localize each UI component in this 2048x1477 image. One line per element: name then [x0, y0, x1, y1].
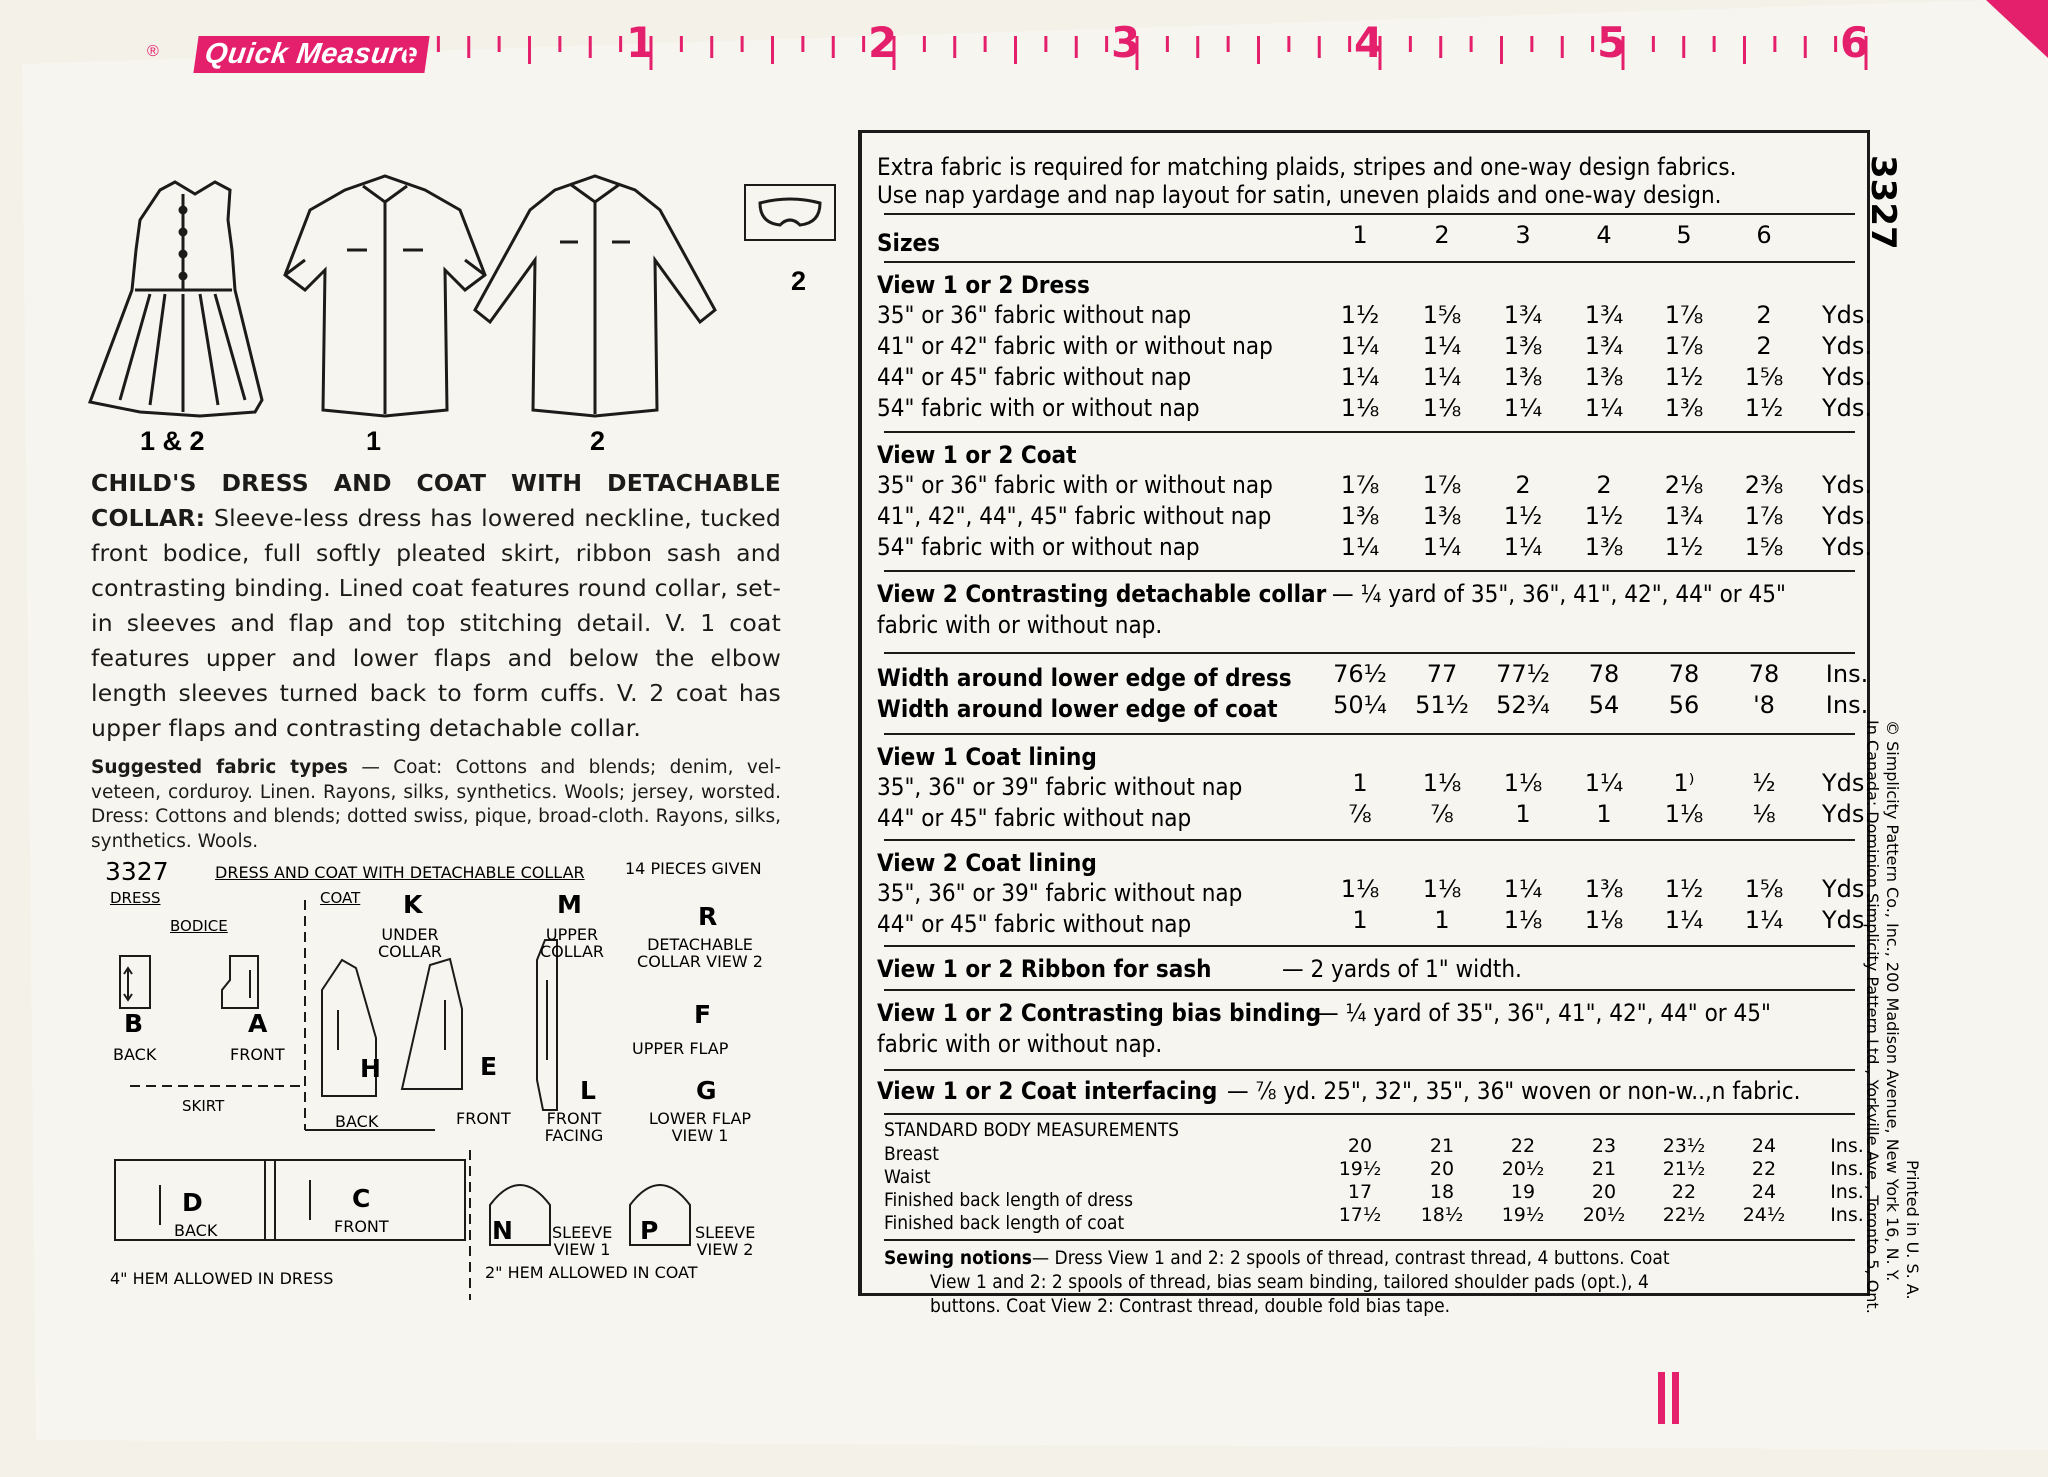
table-divider: [884, 431, 1855, 433]
notions-line-2: View 1 and 2: 2 spools of thread, bias seam binding, tailored shoulder pads (opt.), 4: [930, 1271, 1649, 1293]
lining2-row-1-size-5: 1¼: [1664, 906, 1704, 934]
ribbon-text: — 2 yards of 1" width.: [1282, 955, 1522, 983]
section-0-row-3-unit: Yds.: [1821, 394, 1873, 422]
hem-dress-note: 4" HEM ALLOWED IN DRESS: [110, 1269, 334, 1288]
piece-G-name: LOWER FLAP VIEW 1: [648, 1109, 752, 1145]
table-divider: [884, 1113, 1855, 1115]
width-dress-size-5: 78: [1668, 660, 1700, 688]
lining2-row-0-size-6: 1⅝: [1744, 875, 1784, 903]
piece-B-name: BACK: [113, 1045, 157, 1064]
sizes-header-size-5: 5: [1676, 221, 1692, 249]
section-1-row-1-size-6: 1⅞: [1744, 502, 1784, 530]
body-row-3-unit: Ins.: [1830, 1204, 1864, 1226]
pattern-pieces: [100, 857, 780, 1300]
table-divider: [884, 261, 1855, 263]
section-0-row-2-size-3: 1⅜: [1503, 363, 1543, 391]
notions-title: Sewing notions: [884, 1247, 1032, 1269]
piece-F-letter: F: [694, 1000, 712, 1029]
section-0-row-2-size-4: 1⅜: [1584, 363, 1624, 391]
section-0-row-2-label: 44" or 45" fabric without nap: [877, 363, 1192, 391]
width-dress-size-4: 78: [1588, 660, 1620, 688]
body-row-2-label: Finished back length of dress: [884, 1189, 1133, 1211]
body-row-2-size-6: 24: [1751, 1181, 1777, 1203]
description-body: Sleeve-less dress has lowered neckline, tucked front bodice, full softly pleated skirt, ribbon sash and contrasting binding. Lined coat features round collar, set-in sleeves and flap and top stitching detail. V. 1 coat features upper and lower flaps and below the elbow length sleeves turned back to form cuffs. V. 2 coat has upper flaps and contrasting detachable collar.: [91, 504, 781, 742]
section-0-row-3-size-6: 1½: [1744, 394, 1784, 422]
body-measurements-title: STANDARD BODY MEASUREMENTS: [884, 1119, 1180, 1141]
ruler-number-1: 1: [626, 18, 656, 67]
section-0-row-1-size-4: 1¾: [1584, 332, 1624, 360]
view-label-1-2: 1 & 2: [140, 426, 205, 456]
table-divider: [884, 945, 1855, 947]
section-1-row-2-size-3: 1¼: [1503, 533, 1543, 561]
body-row-2-size-3: 19: [1510, 1181, 1536, 1203]
width-dress-size-6: 78: [1748, 660, 1780, 688]
section-1-row-1-size-3: 1½: [1503, 502, 1543, 530]
width-coat-size-2: 51½: [1415, 691, 1469, 719]
body-row-3-size-3: 19½: [1501, 1204, 1545, 1226]
body-row-2-size-1: 17: [1347, 1181, 1373, 1203]
lining2-row-1-unit: Yds.: [1821, 906, 1873, 934]
section-1-row-0-unit: Yds.: [1821, 471, 1873, 499]
width-coat-size-3: 52¾: [1496, 691, 1550, 719]
piece-M-name: UPPER COLLAR: [539, 925, 605, 961]
lining1-row-1-size-4: 1: [1596, 800, 1612, 828]
section-1-row-2-label: 54" fabric with or without nap: [877, 533, 1200, 561]
width-dress-unit: Ins.: [1825, 660, 1869, 688]
piece-P-letter: P: [640, 1216, 659, 1245]
width-dress-size-2: 77: [1426, 660, 1458, 688]
section-0-row-0-size-4: 1¾: [1584, 301, 1624, 329]
width-coat-size-5: 56: [1668, 691, 1700, 719]
piece-C-name: FRONT: [334, 1217, 389, 1236]
section-0-row-1-label: 41" or 42" fabric with or without nap: [877, 332, 1273, 360]
piece-L-name: FRONT FACING: [544, 1109, 604, 1145]
section-0-row-0-size-5: 1⅞: [1664, 301, 1704, 329]
collar-text: — ¼ yard of 35", 36", 41", 42", 44" or 45": [1332, 580, 1786, 608]
table-divider: [884, 839, 1855, 841]
table-divider: [884, 1239, 1855, 1241]
notions-line-3: buttons. Coat View 2: Contrast thread, double fold bias tape.: [930, 1295, 1451, 1317]
lining1-row-0-size-5: 1⁾: [1673, 769, 1695, 797]
section-0-row-3-size-4: 1¼: [1584, 394, 1624, 422]
body-row-3-size-1: 17½: [1338, 1204, 1382, 1226]
table-divider: [884, 1069, 1855, 1071]
lining2-row-1-label: 44" or 45" fabric without nap: [877, 910, 1192, 938]
interfacing-title: View 1 or 2 Coat interfacing: [877, 1077, 1218, 1105]
body-row-1-size-1: 19½: [1338, 1158, 1382, 1180]
hem-coat-note: 2" HEM ALLOWED IN COAT: [485, 1263, 698, 1282]
piece-K-letter: K: [403, 890, 423, 919]
description-title: CHILD'S DRESS AND COAT WITH DETACHABLE COLLAR:: [91, 469, 781, 532]
sizes-label: Sizes: [877, 229, 941, 257]
lining2-row-0-size-5: 1½: [1664, 875, 1704, 903]
body-row-3-size-6: 24½: [1742, 1204, 1786, 1226]
section-0-row-1-size-5: 1⅞: [1664, 332, 1704, 360]
copyright-text: © Simplicity Pattern Co., Inc., 200 Madison Avenue, New York 16, N. Y.: [1883, 720, 1902, 1282]
dress-sketch: [90, 182, 262, 416]
section-0-row-1-size-2: 1¼: [1422, 332, 1462, 360]
width-coat-unit: Ins.: [1825, 691, 1869, 719]
pieces-skirt-heading: SKIRT: [182, 1097, 225, 1115]
lining2-row-0-size-3: 1¼: [1503, 875, 1543, 903]
section-1-row-2-size-5: 1½: [1664, 533, 1704, 561]
section-0-row-3-size-2: 1⅛: [1422, 394, 1462, 422]
ruler-ticks: [0, 0, 2048, 95]
lining2-row-0-unit: Yds.: [1821, 875, 1873, 903]
binding-title: View 1 or 2 Contrasting bias binding: [877, 999, 1322, 1027]
intro-line-1: Extra fabric is required for matching plaids, stripes and one-way design fabrics.: [877, 153, 1737, 181]
notions-line-1: — Dress View 1 and 2: 2 spools of thread, contrast thread, 4 buttons. Coat: [1032, 1247, 1670, 1269]
body-row-1-unit: Ins.: [1830, 1158, 1864, 1180]
piece-G-letter: G: [696, 1076, 717, 1105]
pieces-given: 14 PIECES GIVEN: [625, 859, 762, 878]
width-coat-label: Width around lower edge of coat: [877, 695, 1278, 723]
section-0-row-1-size-1: 1¼: [1340, 332, 1380, 360]
lining1-row-0-size-2: 1⅛: [1422, 769, 1462, 797]
section-1-row-2-size-4: 1⅜: [1584, 533, 1624, 561]
section-0-row-0-size-1: 1½: [1340, 301, 1380, 329]
table-divider: [884, 570, 1855, 572]
body-row-1-size-6: 22: [1751, 1158, 1777, 1180]
section-0-row-0-unit: Yds.: [1821, 301, 1873, 329]
quick-measure-ruler: [0, 0, 2048, 95]
body-row-1-size-3: 20½: [1501, 1158, 1545, 1180]
body-row-0-size-3: 22: [1510, 1135, 1536, 1157]
width-coat-size-6: '8: [1753, 691, 1775, 719]
lining2-row-1-size-6: 1¼: [1744, 906, 1784, 934]
section-1-row-1-size-1: 1⅜: [1340, 502, 1380, 530]
piece-R-name: DETACHABLE COLLAR VIEW 2: [637, 935, 763, 971]
red-edge-marks: [1658, 1372, 1680, 1424]
ruler-number-2: 2: [868, 18, 898, 67]
pieces-coat-heading: COAT: [320, 889, 361, 907]
piece-F-name: UPPER FLAP: [632, 1039, 729, 1058]
ruler-corner-tab: [1986, 0, 2048, 58]
sizes-header-size-3: 3: [1515, 221, 1531, 249]
section-1-row-0-size-4: 2: [1596, 471, 1612, 499]
section-0-row-0-size-2: 1⅝: [1422, 301, 1462, 329]
lining1-row-1-unit: Yds.: [1821, 800, 1873, 828]
lining1-row-0-size-3: 1⅛: [1503, 769, 1543, 797]
piece-R-letter: R: [698, 902, 718, 931]
pattern-number-vertical: 3327: [1863, 155, 1903, 250]
body-row-3-label: Finished back length of coat: [884, 1212, 1125, 1234]
sizes-header-size-6: 6: [1756, 221, 1772, 249]
section-0-row-3-size-5: 1⅜: [1664, 394, 1704, 422]
view-label-2: 2: [590, 426, 606, 456]
lining1-row-1-size-3: 1: [1515, 800, 1531, 828]
ruler-number-4: 4: [1354, 18, 1384, 67]
piece-P-name: SLEEVE VIEW 2: [695, 1223, 756, 1259]
quick-measure-label: Quick Measure: [193, 36, 429, 73]
sizes-header-size-2: 2: [1434, 221, 1450, 249]
piece-H-name: BACK: [335, 1112, 379, 1131]
section-0-row-2-size-6: 1⅝: [1744, 363, 1784, 391]
section-0-row-2-size-2: 1¼: [1422, 363, 1462, 391]
width-dress-size-1: 76½: [1333, 660, 1387, 688]
section-0-row-0-size-3: 1¾: [1503, 301, 1543, 329]
body-row-3-size-5: 22½: [1662, 1204, 1706, 1226]
printed-text: Printed in U. S. A.: [1903, 1160, 1922, 1300]
piece-A-name: FRONT: [230, 1045, 285, 1064]
lining2-row-1-size-2: 1: [1434, 906, 1450, 934]
section-1-row-2-size-2: 1¼: [1422, 533, 1462, 561]
table-divider: [884, 989, 1855, 991]
lining1-row-0-size-1: 1: [1352, 769, 1368, 797]
lining1-row-0-size-6: ½: [1752, 769, 1776, 797]
piece-L-letter: L: [580, 1076, 596, 1105]
collar-title: View 2 Contrasting detachable collar: [877, 580, 1327, 608]
ruler-number-6: 6: [1840, 18, 1870, 67]
lining2-title: View 2 Coat lining: [877, 849, 1097, 877]
section-1-row-1-unit: Yds.: [1821, 502, 1873, 530]
lining2-row-0-label: 35", 36" or 39" fabric without nap: [877, 879, 1243, 907]
section-1-row-1-size-2: 1⅜: [1422, 502, 1462, 530]
section-1-row-2-unit: Yds.: [1821, 533, 1873, 561]
body-row-0-unit: Ins.: [1830, 1135, 1864, 1157]
section-1-row-1-size-5: 1¾: [1664, 502, 1704, 530]
registered-mark: ®: [147, 43, 159, 60]
body-row-1-label: Waist: [884, 1166, 931, 1188]
section-1-row-0-size-2: 1⅞: [1422, 471, 1462, 499]
pieces-bodice-heading: BODICE: [170, 917, 228, 935]
lining1-row-1-size-2: ⅞: [1430, 800, 1454, 828]
table-divider: [884, 213, 1855, 215]
lining1-row-1-size-5: 1⅛: [1664, 800, 1704, 828]
body-row-2-size-2: 18: [1429, 1181, 1455, 1203]
lining1-row-1-size-1: ⅞: [1348, 800, 1372, 828]
body-row-0-size-6: 24: [1751, 1135, 1777, 1157]
ribbon-title: View 1 or 2 Ribbon for sash: [877, 955, 1212, 983]
piece-D-letter: D: [182, 1188, 203, 1217]
section-title-0: View 1 or 2 Dress: [877, 271, 1090, 299]
body-row-0-size-5: 23½: [1662, 1135, 1706, 1157]
lining1-row-0-unit: Yds.: [1821, 769, 1873, 797]
piece-K-name: UNDER COLLAR: [377, 925, 443, 961]
lining2-row-0-size-1: 1⅛: [1340, 875, 1380, 903]
section-1-row-2-size-6: 1⅝: [1744, 533, 1784, 561]
piece-M-letter: M: [557, 890, 582, 919]
table-divider: [884, 733, 1855, 735]
section-0-row-1-size-3: 1⅜: [1503, 332, 1543, 360]
section-1-row-2-size-1: 1¼: [1340, 533, 1380, 561]
section-1-row-1-label: 41", 42", 44", 45" fabric without nap: [877, 502, 1272, 530]
piece-E-letter: E: [480, 1052, 498, 1081]
lining1-row-0-size-4: 1¼: [1584, 769, 1624, 797]
fabric-types: [91, 756, 781, 854]
section-0-row-0-label: 35" or 36" fabric without nap: [877, 301, 1192, 329]
section-0-row-2-size-5: 1½: [1664, 363, 1704, 391]
lining2-row-1-size-1: 1: [1352, 906, 1368, 934]
coat-view2-sketch: [475, 176, 715, 416]
section-title-1: View 1 or 2 Coat: [877, 441, 1077, 469]
pattern-description: [91, 466, 781, 746]
fabric-types-title: Suggested fabric types: [91, 757, 348, 778]
section-0-row-1-size-6: 2: [1756, 332, 1772, 360]
lining2-row-1-size-4: 1⅛: [1584, 906, 1624, 934]
lining2-row-0-size-4: 1⅜: [1584, 875, 1624, 903]
pieces-dress-heading: DRESS: [110, 889, 161, 907]
piece-E-name: FRONT: [456, 1109, 511, 1128]
interfacing-text: — ⅞ yd. 25", 32", 35", 36" woven or non-w..,n fabric.: [1227, 1077, 1801, 1105]
collar-view-label: 2: [791, 266, 807, 296]
body-row-1-size-5: 21½: [1662, 1158, 1706, 1180]
body-row-2-size-4: 20: [1591, 1181, 1617, 1203]
section-0-row-0-size-6: 2: [1756, 301, 1772, 329]
section-1-row-0-size-3: 2: [1515, 471, 1531, 499]
section-0-row-2-size-1: 1¼: [1340, 363, 1380, 391]
binding-text-2: fabric with or without nap.: [877, 1030, 1163, 1058]
piece-C-letter: C: [352, 1184, 371, 1213]
canada-text: In Canada: Dominion Simplicity Pattern Ltd., Yorkville Ave., Toronto 5, Ont.: [1863, 720, 1882, 1314]
body-row-1-size-4: 21: [1591, 1158, 1617, 1180]
section-1-row-0-size-6: 2⅜: [1744, 471, 1784, 499]
lining1-row-0-label: 35", 36" or 39" fabric without nap: [877, 773, 1243, 801]
piece-D-name: BACK: [174, 1221, 218, 1240]
section-1-row-0-label: 35" or 36" fabric with or without nap: [877, 471, 1273, 499]
body-row-3-size-4: 20½: [1582, 1204, 1626, 1226]
pieces-number: 3327: [105, 857, 169, 886]
binding-text: — ¼ yard of 35", 36", 41", 42", 44" or 45": [1317, 999, 1771, 1027]
section-1-row-0-size-1: 1⅞: [1340, 471, 1380, 499]
body-row-0-size-4: 23: [1591, 1135, 1617, 1157]
body-row-0-size-2: 21: [1429, 1135, 1455, 1157]
pieces-heading: DRESS AND COAT WITH DETACHABLE COLLAR: [215, 863, 585, 882]
ruler-number-5: 5: [1597, 18, 1627, 67]
body-row-3-size-2: 18½: [1420, 1204, 1464, 1226]
width-coat-size-1: 50¼: [1333, 691, 1387, 719]
sizes-header-size-4: 4: [1596, 221, 1612, 249]
section-0-row-3-size-3: 1¼: [1503, 394, 1543, 422]
body-row-2-unit: Ins.: [1830, 1181, 1864, 1203]
lining1-row-1-label: 44" or 45" fabric without nap: [877, 804, 1192, 832]
ruler-number-3: 3: [1111, 18, 1141, 67]
body-row-0-label: Breast: [884, 1143, 939, 1165]
lining2-row-1-size-3: 1⅛: [1503, 906, 1543, 934]
section-0-row-3-label: 54" fabric with or without nap: [877, 394, 1200, 422]
section-1-row-1-size-4: 1½: [1584, 502, 1624, 530]
body-row-2-size-5: 22: [1671, 1181, 1697, 1203]
sizes-header-size-1: 1: [1352, 221, 1368, 249]
collar-sketch: [745, 185, 835, 240]
fabric-types-body: — Coat: Cottons and blends; denim, vel-veteen, corduroy. Linen. Rayons, silks, synthetics. Wools; jersey, worsted. Dress: Cottons and blends; dotted swiss, pique, broad-cloth. Rayons, silks, synthetics. Wools.: [91, 757, 781, 852]
piece-H-letter: H: [360, 1054, 381, 1083]
lining1-title: View 1 Coat lining: [877, 743, 1097, 771]
width-dress-label: Width around lower edge of dress: [877, 664, 1292, 692]
lining1-row-1-size-6: ⅛: [1752, 800, 1776, 828]
piece-B-letter: B: [124, 1009, 144, 1038]
piece-N-name: SLEEVE VIEW 1: [552, 1223, 613, 1259]
width-coat-size-4: 54: [1588, 691, 1620, 719]
section-0-row-1-unit: Yds.: [1821, 332, 1873, 360]
piece-N-letter: N: [492, 1216, 513, 1245]
width-dress-size-3: 77½: [1496, 660, 1550, 688]
view-label-1: 1: [366, 426, 382, 456]
table-divider: [884, 652, 1855, 654]
body-row-1-size-2: 20: [1429, 1158, 1455, 1180]
lining2-row-0-size-2: 1⅛: [1422, 875, 1462, 903]
collar-text-2: fabric with or without nap.: [877, 611, 1163, 639]
coat-view1-sketch: [285, 176, 485, 416]
section-0-row-3-size-1: 1⅛: [1340, 394, 1380, 422]
piece-A-letter: A: [248, 1009, 268, 1038]
body-row-0-size-1: 20: [1347, 1135, 1373, 1157]
section-1-row-0-size-5: 2⅛: [1664, 471, 1704, 499]
intro-line-2: Use nap yardage and nap layout for satin, uneven plaids and one-way design.: [877, 181, 1722, 209]
section-0-row-2-unit: Yds.: [1821, 363, 1873, 391]
